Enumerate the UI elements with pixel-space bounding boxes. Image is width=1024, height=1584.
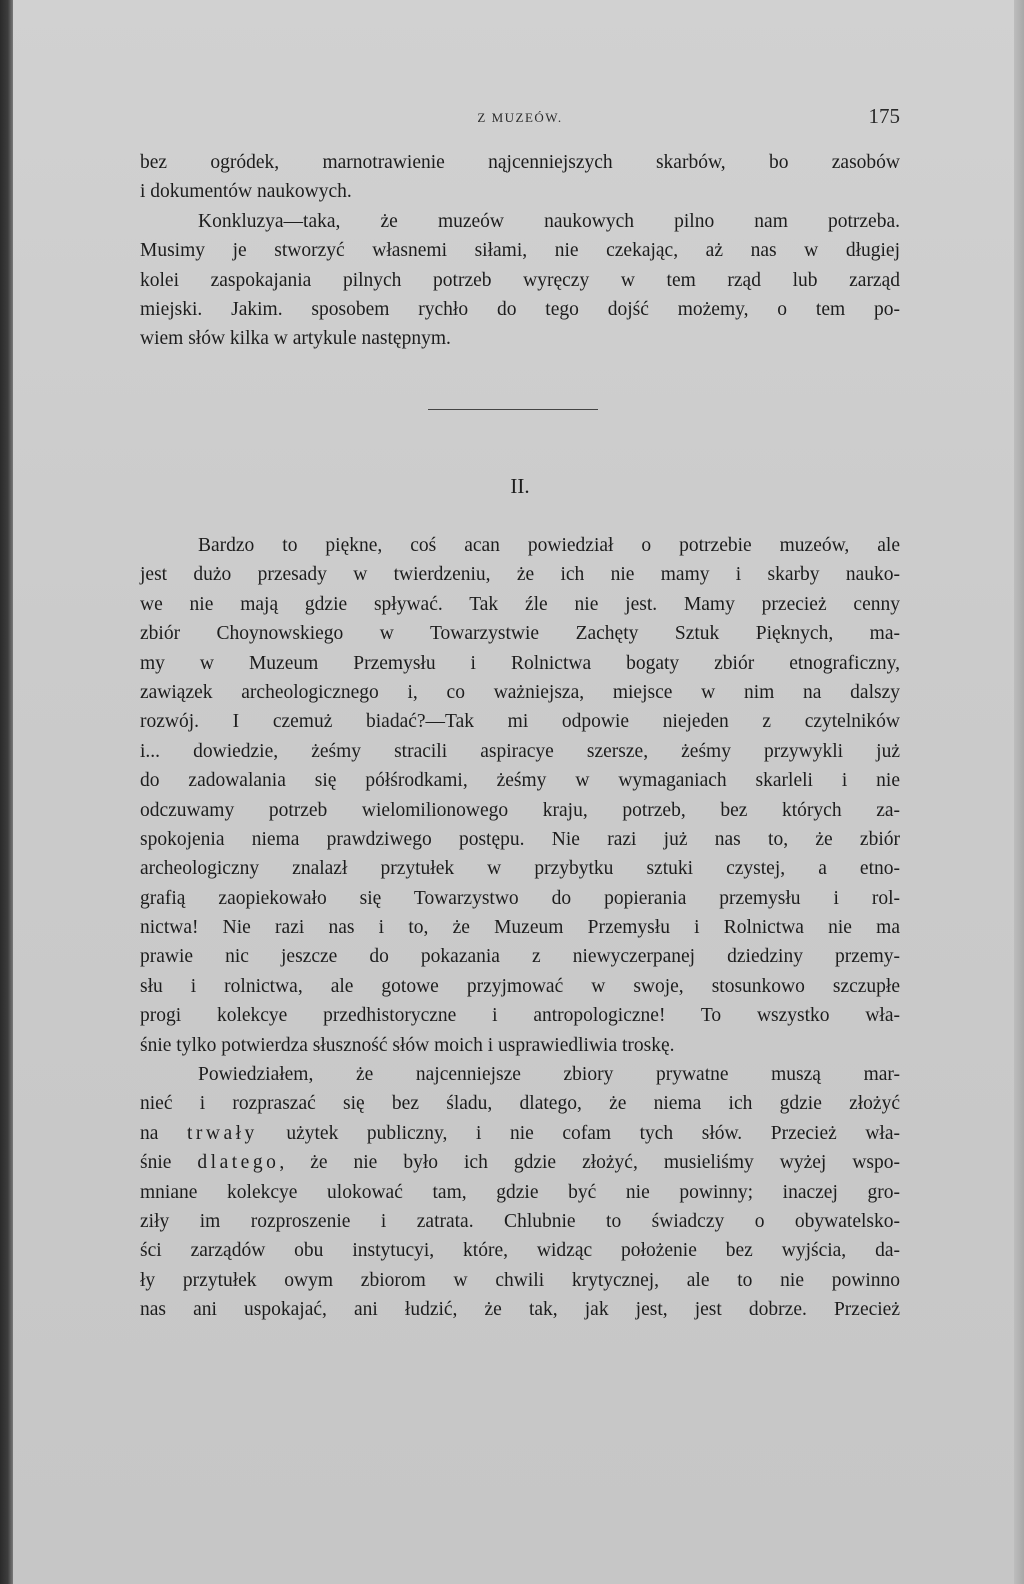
running-title: Z MUZEÓW. (477, 110, 563, 125)
text-line: jest dużo przesady w twierdzeniu, że ich nie mamy i skarby nauko- (140, 564, 900, 586)
text-line: nieć i rozpraszać się bez śladu, dlatego, że niema ich gdzie złożyć (140, 1093, 900, 1115)
text-line: kolei zaspokajania pilnych potrzeb wyręczy w tem rząd lub zarząd (140, 269, 900, 291)
text-line: we nie mają gdzie spływać. Tak źle nie jest. Mamy przecież cenny (140, 593, 900, 615)
text-line: i... dowiedzie, żeśmy stracili aspiracye szersze, żeśmy przywykli już (140, 740, 900, 762)
page-edge (1014, 0, 1024, 1584)
text-line: Powiedziałem, że najcenniejsze zbiory prywatne muszą mar- (198, 1064, 900, 1086)
text-line: miejski. Jakim. sposobem rychło do tego dojść możemy, o tem po- (140, 298, 900, 320)
text-line: zbiór Choynowskiego w Towarzystwie Zachęty Sztuk Pięknych, ma- (140, 623, 900, 645)
text-line-spaced (140, 1148, 900, 1177)
text-line: progi kolekcye przedhistoryczne i antropologiczne! To wszystko wła- (140, 1005, 900, 1027)
text-line: spokojenia niema prawdziwego postępu. Nie razi już nas to, że zbiór (140, 828, 900, 850)
text-line: śnie tylko potwierdza słuszność słów moich i usprawiedliwia troskę. (140, 1034, 675, 1056)
text-line: ziły im rozproszenie i zatrata. Chlubnie to świadczy o obywatelsko- (140, 1210, 900, 1232)
text-fragment: na (140, 1122, 187, 1144)
section-divider-rule (428, 409, 598, 410)
emphasized-word: dlatego (197, 1152, 280, 1174)
text-line: Konkluzya—taka, że muzeów naukowych pilno nam potrzeba. (198, 210, 900, 232)
text-line: prawie nic jeszcze do pokazania z niewyczerpanej dziedziny przemy- (140, 946, 900, 968)
text-line: ści zarządów obu instytucyi, które, widząc położenie bez wyjścia, da- (140, 1240, 900, 1262)
text-line: odczuwamy potrzeb wielomilionowego kraju, potrzeb, bez których za- (140, 799, 900, 821)
book-spine-shadow (0, 0, 13, 1584)
text-line: bez ogródek, marnotrawienie nąjcenniejszych skarbów, bo zasobów (140, 152, 900, 173)
text-line: i dokumentów naukowych. (140, 181, 352, 203)
text-line-spaced (140, 1119, 900, 1148)
text-fragment: użytek publiczny, i nie cofam tych słów. Przecież wła- (257, 1122, 900, 1144)
text-line: wiem słów kilka w artykule następnym. (140, 328, 451, 350)
text-fragment: , że nie było ich gdzie złożyć, musieliśmy wyżej wspo- (279, 1152, 900, 1174)
text-line: słu i rolnictwa, ale gotowe przyjmować w swoje, stosunkowo szczupłe (140, 975, 900, 997)
text-line: archeologiczny znalazł przytułek w przybytku sztuki czystej, a etno- (140, 858, 900, 880)
text-line: zawiązek archeologicznego i, co ważniejsza, miejsce w nim na dalszy (140, 681, 900, 703)
text-line: do zadowalania się półśrodkami, żeśmy w wymaganiach skarleli i nie (140, 770, 900, 792)
section-heading: II. (510, 474, 530, 498)
text-line: grafią zaopiekowało się Towarzystwo do popierania przemysłu i rol- (140, 887, 900, 909)
text-line: mniane kolekcye ulokować tam, gdzie być nie powinny; inaczej gro- (140, 1181, 900, 1203)
text-line: ły przytułek owym zbiorom w chwili krytycznej, ale to nie powinno (140, 1269, 900, 1291)
text-line: Musimy je stworzyć własnemi siłami, nie czekając, aż nas w długiej (140, 240, 900, 262)
section-body (140, 531, 900, 1325)
page-number: 175 (868, 104, 900, 128)
running-head (140, 104, 900, 134)
intro-paragraph (140, 148, 900, 354)
text-fragment: śnie (140, 1152, 198, 1174)
text-line: my w Muzeum Przemysłu i Rolnictwa bogaty zbiór etnograficzny, (140, 652, 900, 674)
text-line: Bardzo to piękne, coś acan powiedział o potrzebie muzeów, ale (198, 535, 900, 556)
text-line: rozwój. I czemuż biadać?—Tak mi odpowie niejeden z czytelników (140, 711, 900, 733)
emphasized-word: trwały (186, 1122, 258, 1144)
text-line: nictwa! Nie razi nas i to, że Muzeum Przemysłu i Rolnictwa nie ma (140, 917, 900, 939)
text-line: nas ani uspokajać, ani łudzić, że tak, jak jest, jest dobrze. Przecież (140, 1299, 900, 1321)
